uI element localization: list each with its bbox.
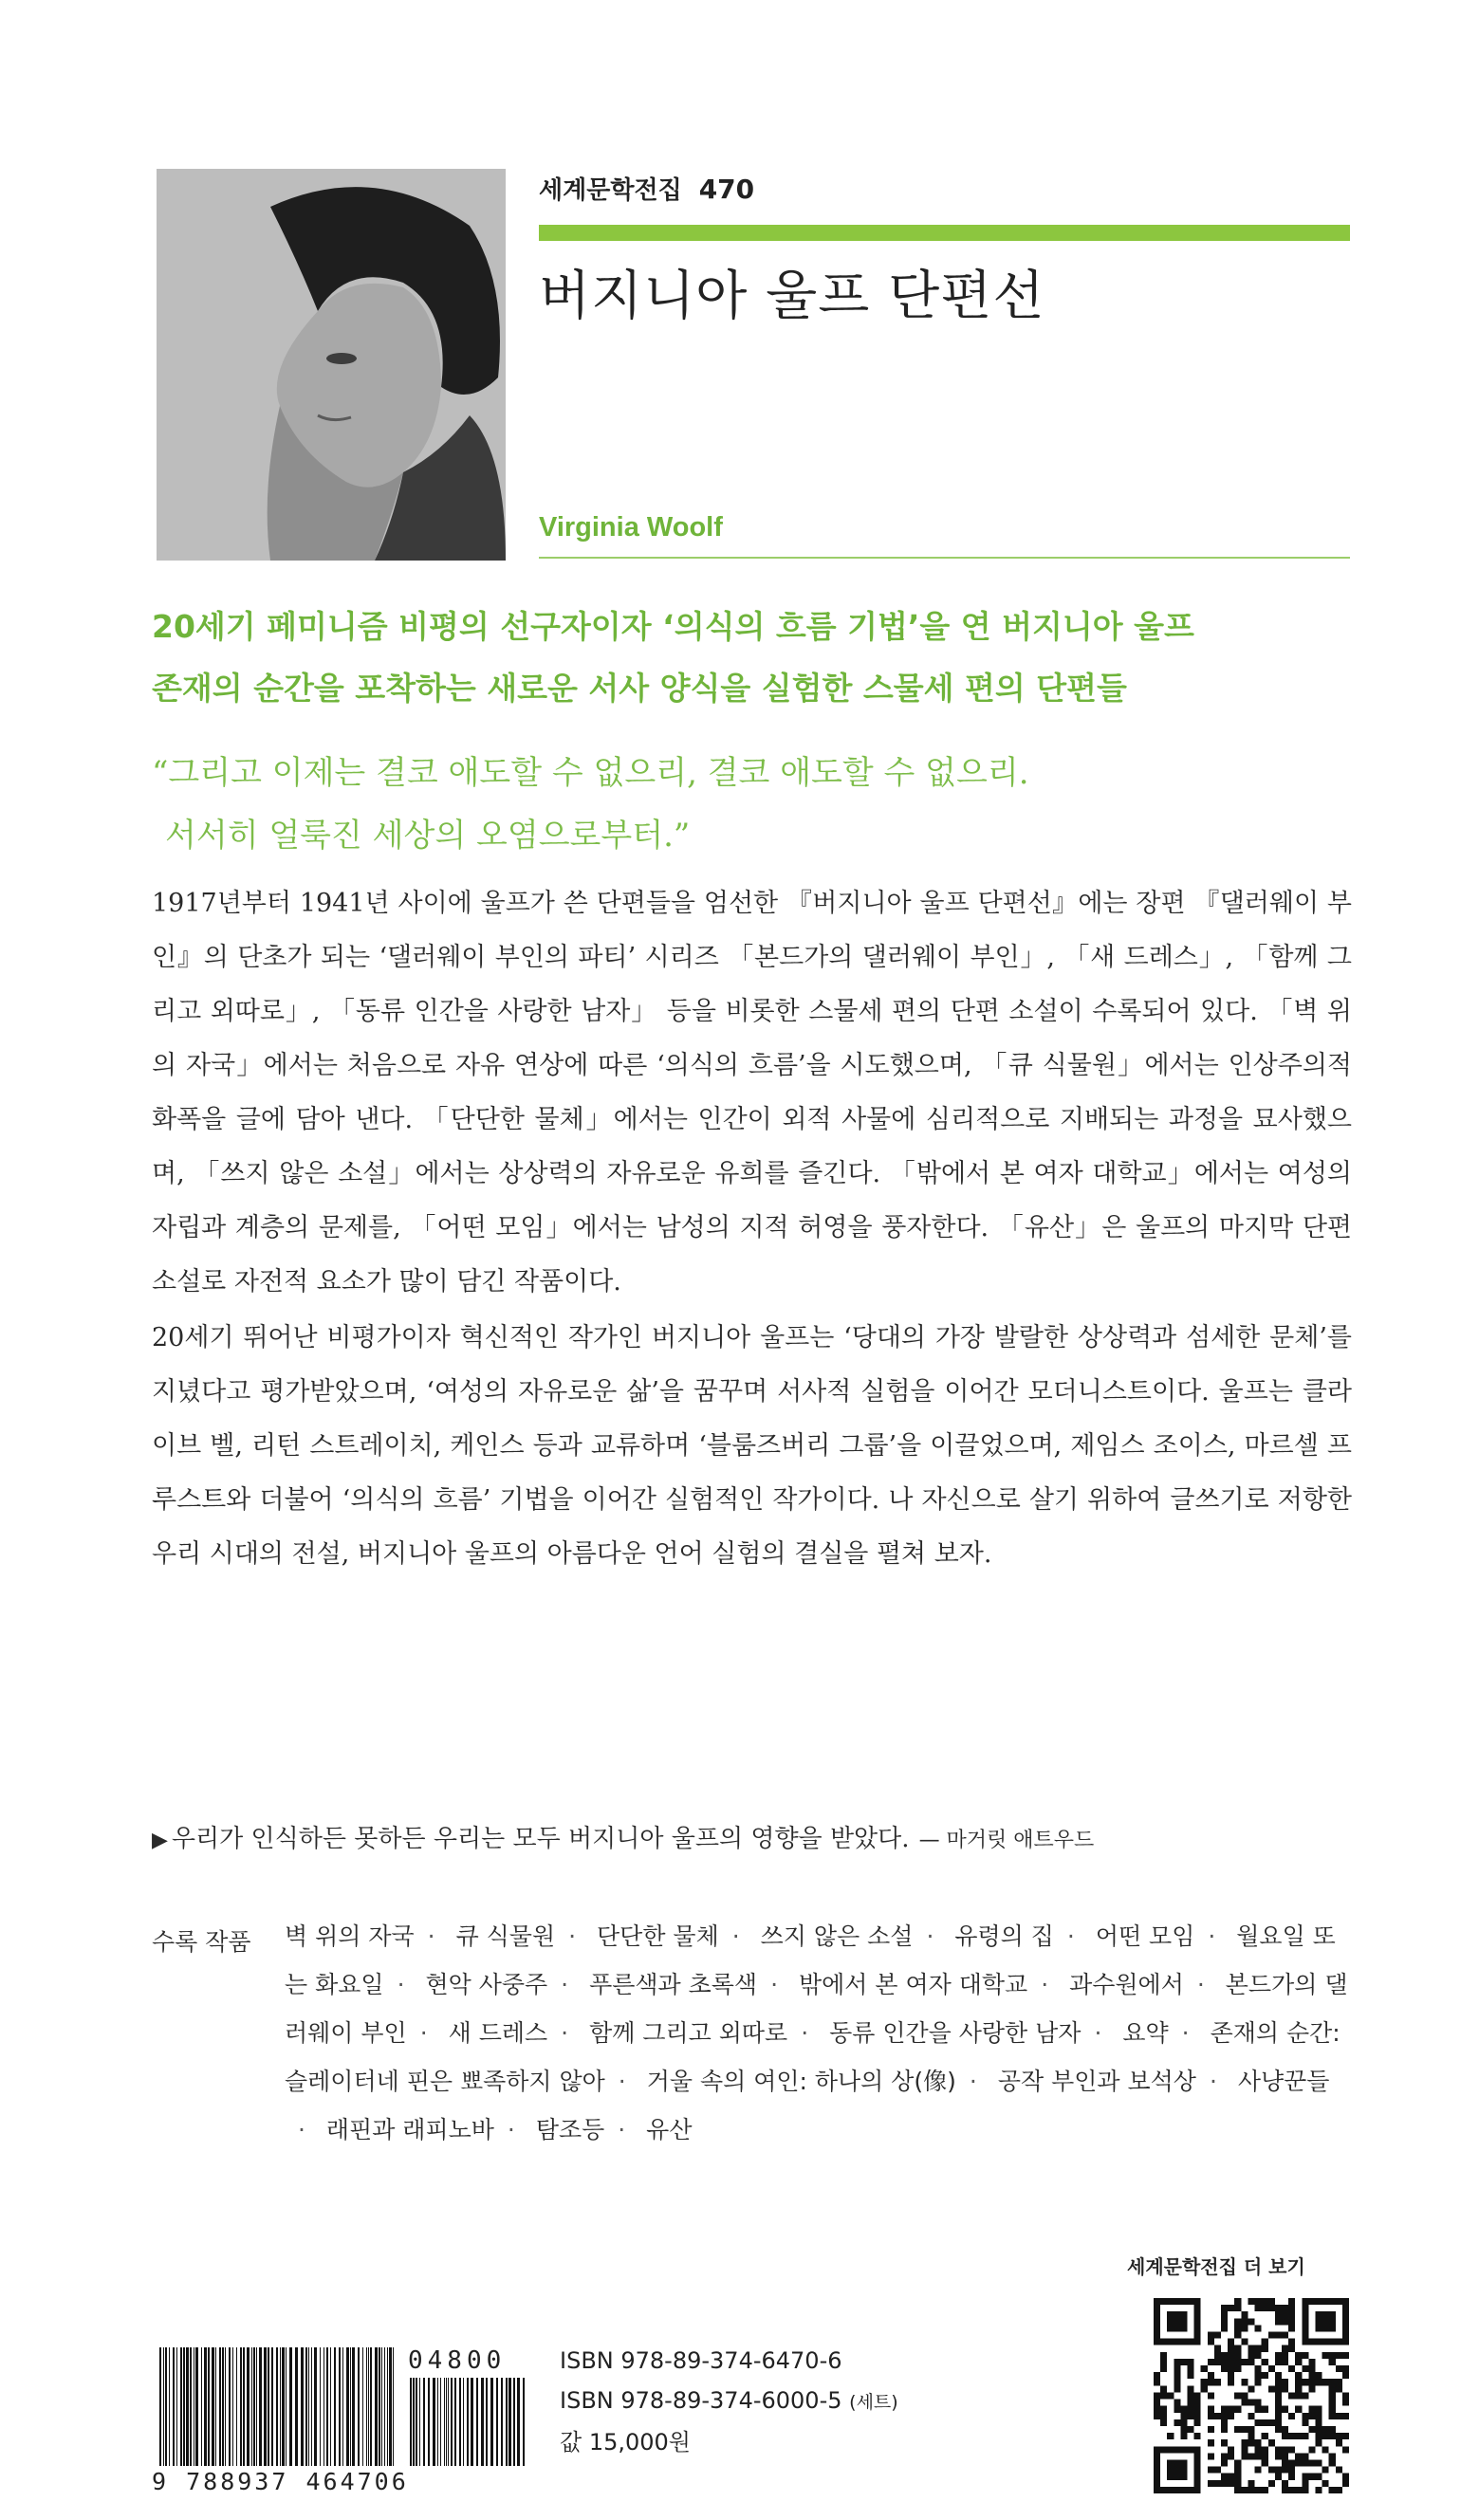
barcode-bar <box>204 2347 207 2466</box>
barcode-bar <box>308 2347 309 2466</box>
barcode-bar <box>240 2347 242 2466</box>
triangle-marker-icon: ▶ <box>152 1829 168 1852</box>
isbn-line: ISBN 978-89-374-6000-5 <box>560 2387 842 2414</box>
barcode-bar <box>229 2347 231 2466</box>
contents-separator: · <box>969 2068 977 2095</box>
barcode-bar <box>416 2378 417 2466</box>
barcode-bar <box>368 2347 369 2466</box>
recommendation-text: 우리가 인식하든 못하든 우리는 모두 버지니아 울프의 영향을 받았다. <box>171 1825 910 1853</box>
barcode-bar <box>253 2347 255 2466</box>
barcode-bar <box>251 2347 252 2466</box>
barcode-bar <box>437 2378 438 2466</box>
tagline-line: 존재의 순간을 포착하는 새로운 서사 양식을 실험한 스물세 편의 단편들 <box>152 670 1127 707</box>
barcode-bar <box>225 2347 226 2466</box>
contents-item: 현악 사중주 <box>425 1971 548 1998</box>
recommendation <box>152 1819 1366 1854</box>
barcode-addon-digits: 04800 <box>408 2346 507 2375</box>
contents-separator: · <box>801 2019 809 2047</box>
barcode-bar <box>208 2347 210 2466</box>
barcode-bar <box>163 2347 164 2466</box>
barcode-bar <box>350 2347 351 2466</box>
description-paragraph: 20세기 뛰어난 비평가이자 혁신적인 작가인 버지니아 울프는 ‘당대의 가장 발랄한 상상력과 섬세한 문체’를 지녔다고 평가받았으며, ‘여성의 자유로운 삶’을 꿈꾸며 서사적 실험을 이어간 모더니스트이다. 울프는 클라이브 벨, 리턴 스트레이치, 케인스 등과 교류하며 ‘블룸즈버리 그룹’을 이끌었으며, 제임스 조이스, 마르셀 프루스트와 더불어 ‘의식의 흐름’ 기법을 이어간 실험적인 작가이다. 나 자신으로 살기 위하여 글쓰기로 저항한 우리 시대의 전설, 버지니아 울프의 아름다운 언어 실험의 결실을 펼쳐 보자. <box>152 1323 1352 1569</box>
contents-item: 사냥꾼들 <box>1237 2068 1330 2095</box>
barcode-bar <box>282 2347 285 2466</box>
barcode-bar <box>305 2347 307 2466</box>
contents-separator: · <box>618 2068 626 2095</box>
author-name: Virginia Woolf <box>539 512 723 543</box>
contents-list <box>285 1912 1357 2154</box>
contents-separator: · <box>561 1971 569 1998</box>
barcode-bar <box>295 2347 298 2466</box>
series-number: 470 <box>698 174 755 205</box>
barcode-bar <box>159 2347 161 2466</box>
contents-separator: · <box>618 2116 626 2143</box>
contents-separator: · <box>1094 2019 1102 2047</box>
contents-separator: · <box>397 1971 405 1998</box>
barcode-bar <box>428 2378 430 2466</box>
barcode-bar <box>346 2347 349 2466</box>
contents-label: 수록 작품 <box>152 1928 251 1956</box>
barcode-bar <box>286 2347 287 2466</box>
description-paragraph: 1917년부터 1941년 사이에 울프가 쓴 단편들을 엄선한 『버지니아 울프 단편선』에는 장편 『댈러웨이 부인』의 단초가 되는 ‘댈러웨이 부인의 파티’ 시리즈 「본드가의 댈러웨이 부인」, 「새 드레스」, 「함께 그리고 외따로」, 「동류 인간을 사랑한 남자」 등을 비롯한 스물세 편의 단편 소설이 수록되어 있다. 「벽 위의 자국」에서는 처음으로 자유 연상에 따른 ‘의식의 흐름’을 시도했으며, 「큐 식물원」에서는 인상주의적 화폭을 글에 담아 낸다. 「단단한 물체」에서는 인간이 외적 사물에 심리적으로 지배되는 과정을 묘사했으며, 「쓰지 않은 소설」에서는 상상력의 자유로운 유희를 즐긴다. 「밖에서 본 여자 대학교」에서는 여성의 자립과 계층의 문제를, 「어떤 모임」에서는 남성의 지적 허영을 풍자한다. 「유산」은 울프의 마지막 단편 소설로 자전적 요소가 많이 담긴 작품이다. <box>152 889 1352 1297</box>
barcode-bar <box>268 2347 269 2466</box>
barcode-bar <box>222 2347 224 2466</box>
contents-item: 과수원에서 <box>1069 1971 1184 1998</box>
barcode-bar <box>379 2347 380 2466</box>
isbn-block <box>560 2341 898 2462</box>
contents-item: 거울 속의 여인: 하나의 상(像) <box>646 2068 956 2095</box>
barcode-bar <box>339 2347 341 2466</box>
contents-separator: · <box>1208 1922 1216 1950</box>
barcode-bar <box>358 2347 360 2466</box>
barcode-bar <box>330 2347 331 2466</box>
barcode-bar <box>387 2347 388 2466</box>
barcode-bar <box>276 2347 278 2466</box>
barcode-bar <box>280 2347 281 2466</box>
series-label <box>539 171 754 206</box>
qr-label: 세계문학전집 더 보기 <box>1127 2255 1305 2278</box>
contents-item: 새 드레스 <box>448 2019 548 2047</box>
quote-line: “그리고 이제는 결코 애도할 수 없으리, 결코 애도할 수 없으리. <box>152 754 1029 792</box>
barcode-bar <box>486 2378 488 2466</box>
barcode-bar <box>490 2378 493 2466</box>
barcode-bar <box>381 2347 382 2466</box>
contents-separator: · <box>731 1922 740 1950</box>
barcode-bar <box>342 2347 343 2466</box>
barcode-bar <box>501 2378 503 2466</box>
tagline-line: 20세기 페미니즘 비평의 선구자이자 ‘의식의 흐름 기법’을 연 버지니아 울프 <box>152 608 1194 645</box>
barcode-bar <box>334 2347 336 2466</box>
barcode-bar <box>311 2347 312 2466</box>
barcode-bar <box>506 2378 508 2466</box>
barcode-bar <box>195 2347 198 2466</box>
barcode-bar <box>370 2347 372 2466</box>
barcode-bar <box>215 2347 216 2466</box>
barcode-bar <box>366 2347 367 2466</box>
contents-separator: · <box>770 1971 779 1998</box>
barcode-bar <box>165 2347 167 2466</box>
barcode-bar <box>362 2347 363 2466</box>
contents-item: 공작 부인과 보석상 <box>997 2068 1196 2095</box>
barcode-bar <box>243 2347 245 2466</box>
contents-separator: · <box>926 1922 934 1950</box>
contents-item: 유산 <box>646 2116 693 2143</box>
tagline <box>152 596 1366 719</box>
contents-separator: · <box>568 1922 577 1950</box>
contents-item: 래핀과 래피노바 <box>325 2116 494 2143</box>
barcode-bar <box>264 2347 267 2466</box>
qr-code-icon[interactable] <box>1154 2298 1349 2493</box>
barcode-bar <box>476 2378 478 2466</box>
price: 값 15,000원 <box>560 2429 691 2456</box>
contents-separator: · <box>1196 1971 1205 1998</box>
contents-item: 푸른색과 초록색 <box>589 1971 758 1998</box>
contents-item: 탐조등 <box>535 2116 605 2143</box>
barcode-bar <box>201 2347 202 2466</box>
barcode-bar <box>459 2378 461 2466</box>
barcode-bar <box>523 2378 525 2466</box>
barcode-bar <box>190 2347 192 2466</box>
contents-separator: · <box>427 1922 435 1950</box>
barcode-bar <box>320 2347 321 2466</box>
barcode-bar <box>212 2347 214 2466</box>
contents-item: 어떤 모임 <box>1095 1922 1195 1950</box>
barcode-bar <box>314 2347 317 2466</box>
barcode-bar <box>413 2378 415 2466</box>
barcode-bar <box>180 2347 182 2466</box>
description <box>152 876 1352 1581</box>
isbn-line-set <box>560 2381 898 2422</box>
contents-item: 함께 그리고 외따로 <box>589 2019 788 2047</box>
barcode-bar <box>173 2347 175 2466</box>
barcode-bar <box>517 2378 520 2466</box>
contents-item: 본드가의 댈러웨이 부인 <box>285 1971 1348 2047</box>
contents-separator: · <box>419 2019 428 2047</box>
barcode-bar <box>440 2378 441 2466</box>
quote <box>152 742 1366 867</box>
contents-item: 쓰지 않은 소설 <box>760 1922 914 1950</box>
contents-separator: · <box>507 2116 515 2143</box>
quote-line: 서서히 얼룩진 세상의 오염으로부터.” <box>165 817 691 855</box>
barcode-bar <box>247 2347 250 2466</box>
contents-item: 요약 <box>1122 2019 1169 2047</box>
series-name: 세계문학전집 <box>539 176 682 205</box>
barcode-bar <box>259 2347 262 2466</box>
barcode-bar <box>375 2347 378 2466</box>
barcode-bar <box>454 2378 456 2466</box>
barcode-bar <box>433 2378 435 2466</box>
contents-item: 단단한 물체 <box>597 1922 719 1950</box>
contents-separator: · <box>1066 1922 1075 1950</box>
barcode-bar <box>352 2347 355 2466</box>
contents-item: 월요일 또는 화요일 <box>285 1922 1336 1998</box>
barcode-bar <box>393 2347 394 2466</box>
barcode-bar <box>410 2378 412 2466</box>
book-title: 버지니아 울프 단편선 <box>539 266 1045 327</box>
barcode-bar <box>419 2378 420 2466</box>
barcode-bar <box>289 2347 292 2466</box>
portrait-image <box>157 169 506 561</box>
barcode-bar <box>169 2347 170 2466</box>
contents-separator: · <box>1181 2019 1190 2047</box>
barcode-bar <box>508 2378 511 2466</box>
contents-item: 유령의 집 <box>954 1922 1054 1950</box>
barcode-digits: 9 788937 464706 <box>152 2468 409 2495</box>
contents-separator: · <box>1209 2068 1217 2095</box>
barcode-bar <box>481 2378 484 2466</box>
author-divider <box>539 557 1350 559</box>
barcode-bar <box>326 2347 328 2466</box>
barcode-bar <box>467 2378 469 2466</box>
barcode-bar <box>271 2347 273 2466</box>
contents-separator: · <box>1041 1971 1049 1998</box>
author-portrait <box>157 169 506 561</box>
contents-separator: · <box>298 2116 305 2143</box>
barcode-bar <box>176 2347 177 2466</box>
isbn-set-suffix: (세트) <box>849 2392 898 2413</box>
barcode-bar <box>444 2378 445 2466</box>
barcode-bar <box>471 2378 473 2466</box>
barcode-bar <box>183 2347 185 2466</box>
contents-item: 벽 위의 자국 <box>285 1922 415 1950</box>
barcode-bar <box>256 2347 257 2466</box>
barcode-bar <box>446 2378 447 2466</box>
barcode-bar <box>451 2378 453 2466</box>
barcode-bar <box>423 2378 425 2466</box>
barcode-bar <box>232 2347 233 2466</box>
barcode-bar <box>463 2378 464 2466</box>
contents-item: 큐 식물원 <box>455 1922 556 1950</box>
contents-item: 존재의 순간: 슬레이터네 핀은 뾰족하지 않아 <box>285 2019 1340 2095</box>
contents-separator: · <box>561 2019 569 2047</box>
barcode-bar <box>448 2378 449 2466</box>
accent-bar <box>539 225 1350 241</box>
barcode-bar <box>389 2347 392 2466</box>
barcode-bar <box>384 2347 385 2466</box>
isbn-line: ISBN 978-89-374-6470-6 <box>560 2347 842 2374</box>
contents-item: 동류 인간을 사랑한 남자 <box>829 2019 1082 2047</box>
barcode-bar <box>236 2347 237 2466</box>
barcode-bar <box>219 2347 221 2466</box>
barcode-bar <box>513 2378 515 2466</box>
barcode-bar <box>301 2347 304 2466</box>
recommendation-author: — 마거릿 애트우드 <box>918 1829 1095 1852</box>
barcode-bar <box>496 2378 498 2466</box>
contents-item: 밖에서 본 여자 대학교 <box>798 1971 1028 1998</box>
barcode-bar <box>186 2347 189 2466</box>
